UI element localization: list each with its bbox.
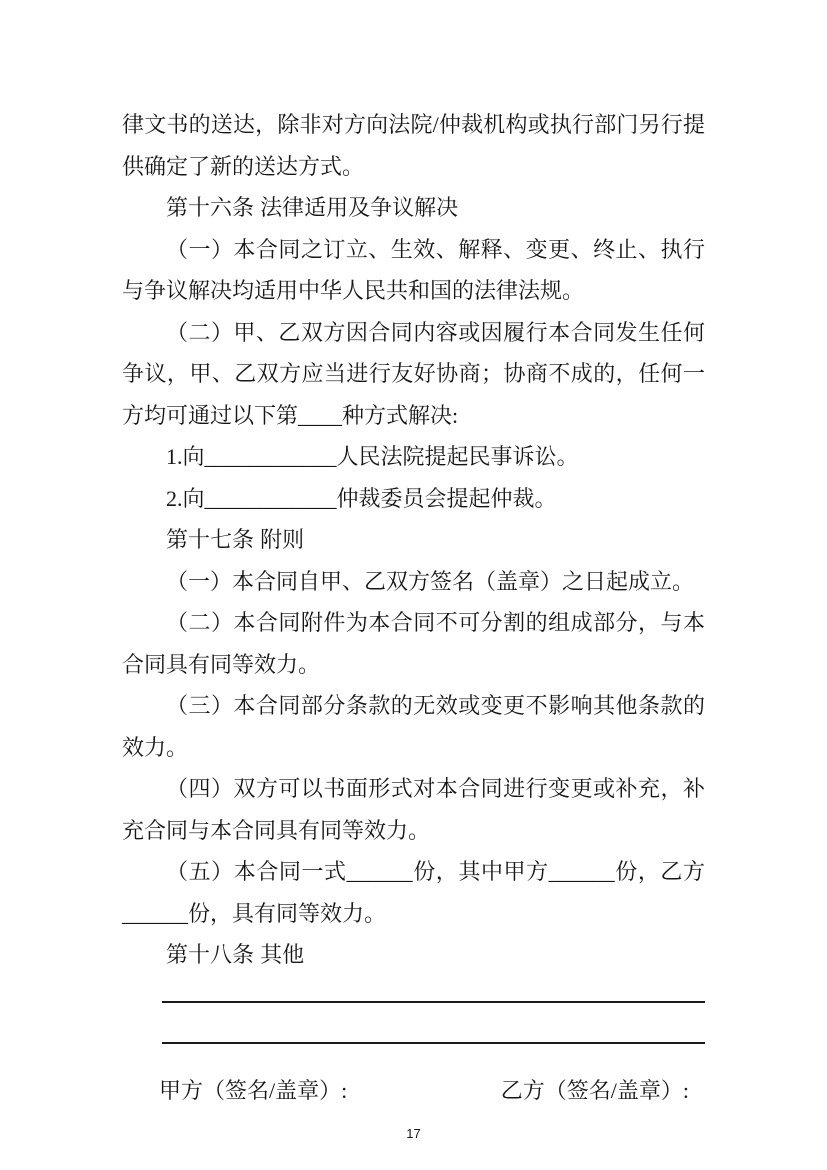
page-number: 17 <box>406 1126 421 1141</box>
article-16-clause-1: （一）本合同之订立、生效、解释、变更、终止、执行与争议解决均适用中华人民共和国的法律法规。 <box>122 236 705 303</box>
party-a-signature-label: 甲方（签名/盖章）: <box>159 1077 348 1103</box>
article-17-clause-1: （一）本合同自甲、乙双方签名（盖章）之日起成立。 <box>166 568 695 594</box>
article-17-clause-5: （五）本合同一式______份，其中甲方______份，乙方______份，具有同等效力。 <box>122 859 705 926</box>
article-17-clause-4: （四）双方可以书面形式对本合同进行变更或补充，补充合同与本合同具有同等效力。 <box>122 776 705 843</box>
paragraph-continuation: 律文书的送达，除非对方向法院/仲裁机构或执行部门另行提供确定了新的送达方式。 <box>122 112 705 179</box>
article-17-heading: 第十七条 附则 <box>166 527 305 552</box>
article-17-clause-2: （二）本合同附件为本合同不可分割的组成部分，与本合同具有同等效力。 <box>122 610 705 677</box>
article-17-clause-3: （三）本合同部分条款的无效或变更不影响其他条款的效力。 <box>122 693 705 760</box>
party-b-signature-label: 乙方（签名/盖章）: <box>500 1077 689 1103</box>
article-16-clause-2: （二）甲、乙双方因合同内容或因履行本合同发生任何争议，甲、乙双方应当进行友好协商；协商不成的，任何一方均可通过以下第____种方式解决: <box>122 319 705 428</box>
article-16-heading: 第十六条 法律适用及争议解决 <box>166 195 459 220</box>
blank-fill-line-2 <box>162 1003 705 1044</box>
article-18-heading: 第十八条 其他 <box>166 942 305 967</box>
article-16-option-1: 1.向____________人民法院提起民事诉讼。 <box>166 444 579 469</box>
signature-row <box>122 1070 705 1112</box>
article-16-option-2: 2.向____________仲裁委员会提起仲裁。 <box>166 485 557 511</box>
